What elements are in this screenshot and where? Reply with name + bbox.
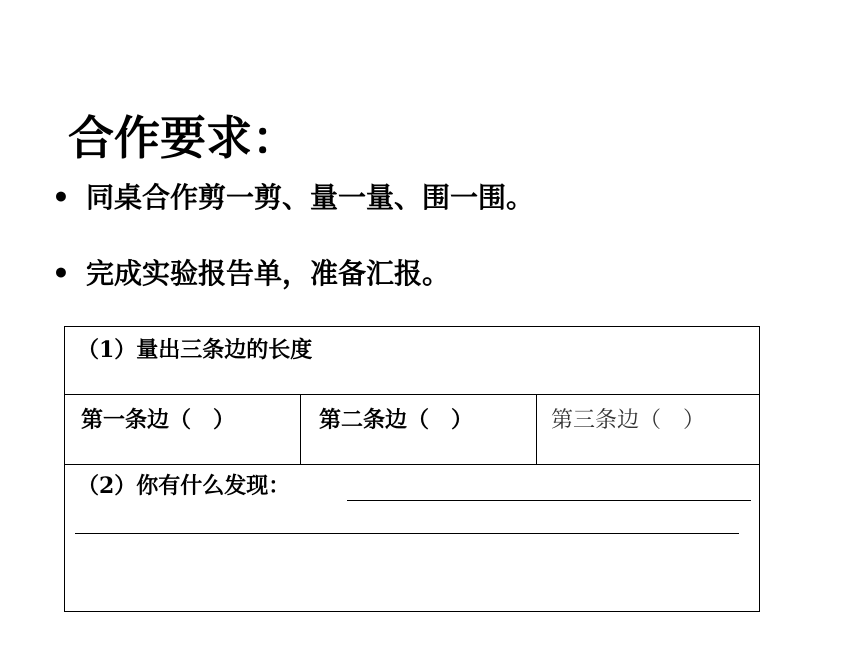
bullet-text: 完成实验报告单，准备汇报。: [86, 257, 451, 290]
answer-line[interactable]: [347, 500, 751, 501]
bullet-marker: •: [52, 257, 70, 290]
report-section-measure: [65, 327, 759, 395]
slide-title: 合作要求：: [68, 111, 298, 165]
answer-line[interactable]: [75, 533, 739, 534]
report-side-lengths-row: [65, 395, 759, 465]
bullet-marker: •: [52, 181, 70, 214]
side-three-cell[interactable]: 第三条边（ ）: [551, 408, 706, 433]
side-two-cell[interactable]: 第二条边（ ）: [301, 395, 537, 464]
bullet-item: [52, 180, 534, 216]
experiment-report-table: [64, 326, 760, 612]
side-one-cell[interactable]: 第一条边（ ）: [65, 395, 301, 464]
section-findings-label: （2）你有什么发现：: [77, 473, 291, 499]
section-measure-label: （1）量出三条边的长度: [77, 337, 313, 363]
bullet-item: [52, 256, 450, 292]
report-section-findings: [65, 465, 759, 613]
bullet-text: 同桌合作剪一剪、量一量、围一围。: [86, 181, 535, 214]
